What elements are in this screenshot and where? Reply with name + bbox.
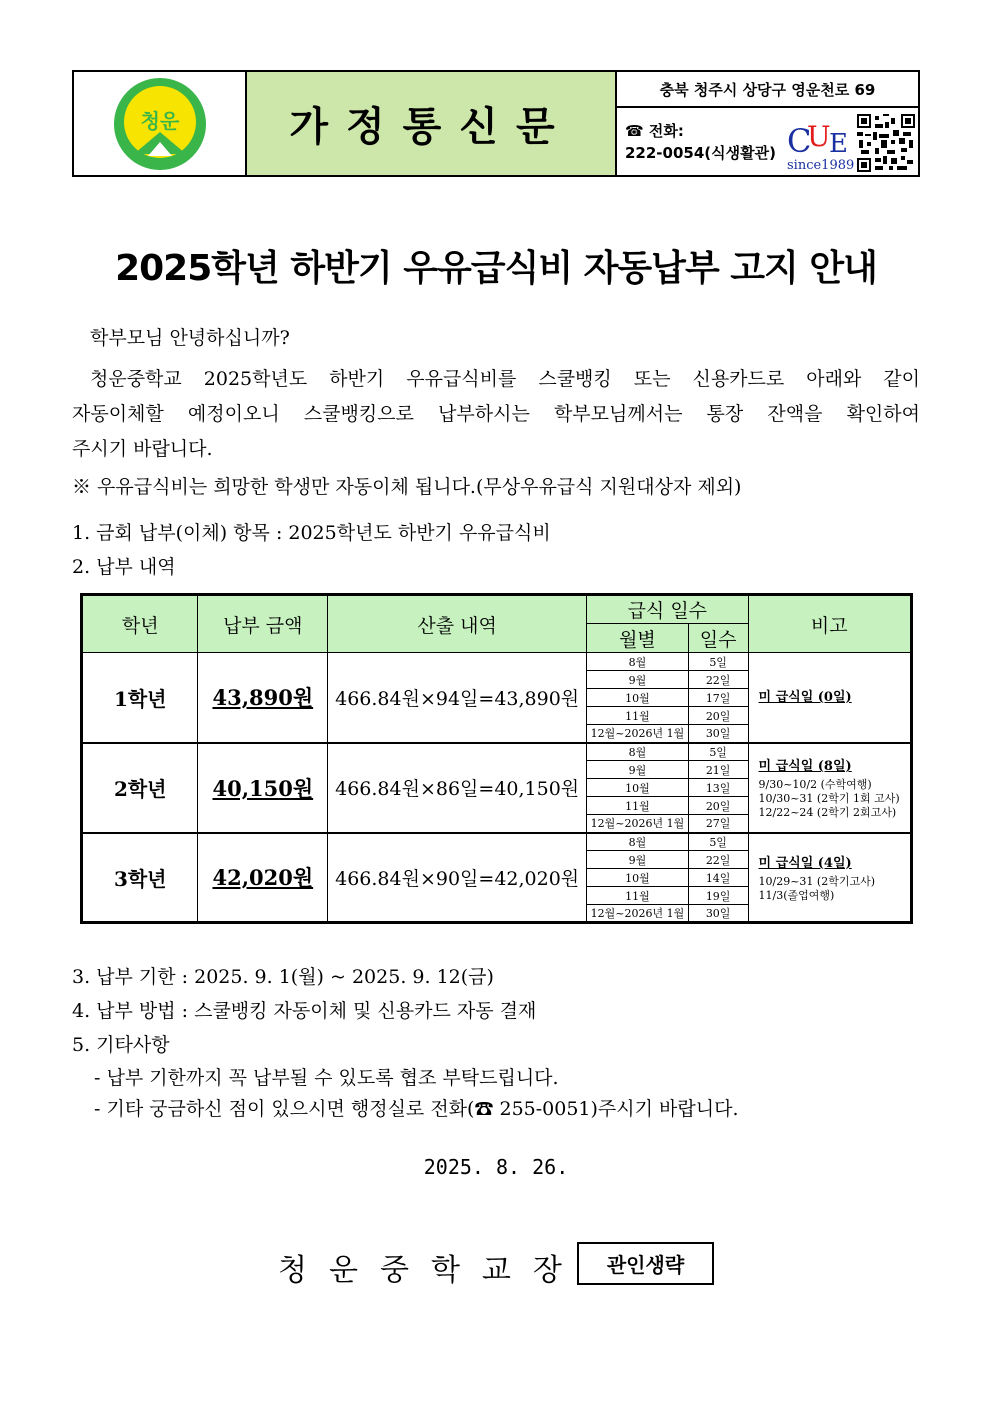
item-4: 4. 납부 방법 : 스쿨뱅킹 자동이체 및 신용카드 자동 결재 — [72, 1000, 537, 1022]
document-title: 2025학년 하반기 우유급식비 자동납부 고지 안내 — [115, 248, 877, 289]
table-row — [82, 743, 912, 761]
phone-label: ☎ 전화: — [625, 122, 684, 140]
item-2: 2. 납부 내역 — [72, 556, 176, 578]
days-cell: 22일 — [688, 851, 748, 869]
school-logo — [74, 72, 247, 175]
header-days: 일수 — [688, 624, 748, 653]
newsletter-title: 가정통신문 — [289, 104, 573, 150]
header-note: 비고 — [748, 595, 912, 653]
month-cell: 11월 — [587, 707, 689, 725]
notice-line: ※ 우유급식비는 희망한 학생만 자동이체 됩니다.(무상우유급식 지원대상자 제외) — [72, 476, 742, 498]
month-cell: 10월 — [587, 689, 689, 707]
month-cell: 10월 — [587, 779, 689, 797]
note-main: 미 급식일 (0일) — [758, 689, 852, 705]
days-cell: 21일 — [688, 761, 748, 779]
month-cell: 11월 — [587, 797, 689, 815]
logo-text: 청운 — [140, 109, 180, 133]
month-cell: 9월 — [587, 851, 689, 869]
signer-name: 청운중학교장 — [278, 1253, 584, 1288]
cue-since: since1989 — [787, 158, 855, 172]
days-cell: 5일 — [688, 743, 748, 761]
fee-table — [80, 593, 913, 924]
para-line-3: 주시기 바랍니다. — [72, 438, 213, 460]
days-cell: 5일 — [688, 833, 748, 851]
note-cell — [748, 743, 912, 833]
school-address: 충북 청주시 상당구 영운천로 69 — [617, 72, 918, 108]
note-line: 11/3(졸업여행) — [758, 888, 835, 902]
month-cell: 10월 — [587, 869, 689, 887]
sub-item-2: - 기타 궁금하신 점이 있으시면 행정실로 전화(☎ 255-0051)주시기 바랍니다. — [94, 1098, 739, 1120]
amount-cell: 43,890원 — [198, 653, 328, 743]
days-cell: 30일 — [688, 725, 748, 743]
note-line: 12/22~24 (2학기 2회고사) — [758, 806, 897, 819]
cue-c: C — [787, 122, 812, 160]
amount-cell: 40,150원 — [198, 743, 328, 833]
month-cell: 11월 — [587, 887, 689, 905]
phone-number: 222-0054(식생활관) — [625, 144, 776, 162]
issue-date: 2025. 8. 26. — [423, 1155, 569, 1179]
header-days-group: 급식 일수 — [587, 595, 748, 624]
days-cell: 27일 — [688, 815, 748, 833]
greeting: 학부모님 안녕하십니까? — [90, 327, 290, 349]
table-row — [82, 833, 912, 851]
amount-cell: 42,020원 — [198, 833, 328, 923]
school-info — [617, 72, 918, 175]
para-line-1: 청운중학교 2025학년도 하반기 우유급식비를 스쿨뱅킹 또는 신용카드로 아래와 같이 — [90, 368, 920, 390]
days-cell: 30일 — [688, 905, 748, 923]
days-cell: 19일 — [688, 887, 748, 905]
note-main: 미 급식일 (8일) — [758, 759, 852, 774]
grade-cell: 3학년 — [82, 833, 198, 923]
calc-cell: 466.84원×94일=43,890원 — [328, 653, 587, 743]
cue-e: E — [829, 129, 848, 159]
days-cell: 20일 — [688, 797, 748, 815]
header-month: 월별 — [587, 624, 689, 653]
table-row — [82, 653, 912, 671]
header-amount: 납부 금액 — [198, 595, 328, 653]
qr-code-icon — [857, 114, 915, 172]
days-cell: 20일 — [688, 707, 748, 725]
month-cell: 8월 — [587, 833, 689, 851]
note-cell — [748, 833, 912, 923]
days-cell: 14일 — [688, 869, 748, 887]
header-grade: 학년 — [82, 595, 198, 653]
month-cell: 9월 — [587, 671, 689, 689]
days-cell: 17일 — [688, 689, 748, 707]
note-line: 9/30~10/2 (수학여행) — [758, 778, 872, 791]
note-cell — [748, 653, 912, 743]
calc-cell: 466.84원×86일=40,150원 — [328, 743, 587, 833]
month-cell: 8월 — [587, 743, 689, 761]
month-cell: 12월~2026년 1월 — [587, 815, 689, 833]
school-emblem-icon — [74, 72, 247, 175]
grade-cell: 2학년 — [82, 743, 198, 833]
cue-u: U — [807, 120, 831, 153]
note-line: 10/30~31 (2학기 1회 고사) — [758, 792, 900, 805]
cue-emblem-icon — [785, 116, 855, 172]
calc-cell: 466.84원×90일=42,020원 — [328, 833, 587, 923]
month-cell: 12월~2026년 1월 — [587, 905, 689, 923]
letterhead — [72, 70, 920, 177]
days-cell: 13일 — [688, 779, 748, 797]
grade-cell: 1학년 — [82, 653, 198, 743]
newsletter-title-cell — [247, 72, 617, 175]
item-1: 1. 금회 납부(이체) 항목 : 2025학년도 하반기 우유급식비 — [72, 522, 551, 544]
month-cell: 12월~2026년 1월 — [587, 725, 689, 743]
item-5: 5. 기타사항 — [72, 1034, 170, 1056]
month-cell: 9월 — [587, 761, 689, 779]
para-line-2: 자동이체할 예정이오니 스쿨뱅킹으로 납부하시는 학부모님께서는 통장 잔액을 확인하여 — [72, 403, 920, 425]
days-cell: 5일 — [688, 653, 748, 671]
days-cell: 22일 — [688, 671, 748, 689]
seal-omitted-stamp: 관인생략 — [577, 1242, 714, 1285]
item-3: 3. 납부 기한 : 2025. 9. 1(월) ~ 2025. 9. 12(금) — [72, 966, 494, 988]
month-cell: 8월 — [587, 653, 689, 671]
note-line: 10/29~31 (2학기고사) — [758, 874, 875, 888]
table-header-row — [82, 595, 912, 624]
sub-item-1: - 납부 기한까지 꼭 납부될 수 있도록 협조 부탁드립니다. — [94, 1067, 559, 1089]
note-main: 미 급식일 (4일) — [758, 855, 852, 871]
header-calc: 산출 내역 — [328, 595, 587, 653]
contact-area — [617, 108, 918, 175]
